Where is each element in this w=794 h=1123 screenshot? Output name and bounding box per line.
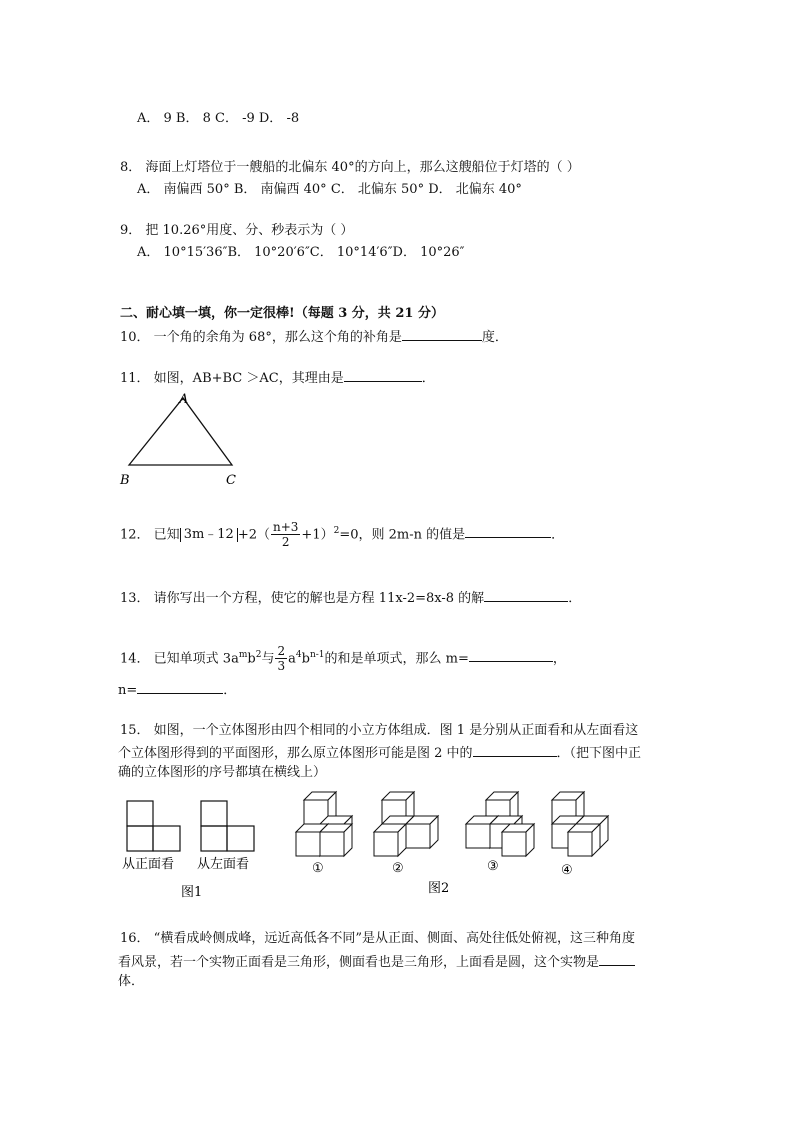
left-view-label: 从左面看	[197, 857, 250, 872]
q16-line2-a: 看风景，若一个实物正面看是三角形，侧面看也是三角形，上面看是圆，这个实物是	[118, 955, 600, 970]
q9-options: A． 10°15′36″B． 10°20′6″C． 10°14′6″D． 10°26″	[137, 245, 465, 260]
q14-fraction-denominator: 3	[277, 659, 286, 674]
solid-4-label: ④	[561, 863, 573, 878]
q10	[120, 327, 508, 347]
triangle-vertex-b: B	[120, 473, 130, 488]
q12-fraction	[271, 520, 300, 549]
q16-line1: 16． “横看成岭侧成峰，远近高低各不同”是从正面、侧面、高处往低处俯视，这三种角度	[120, 931, 635, 946]
q14-n-blank[interactable]	[137, 680, 223, 694]
q14	[120, 638, 566, 674]
q12-after-fraction: +1）	[301, 527, 334, 543]
q13	[120, 588, 581, 608]
front-view-label: 从正面看	[122, 857, 175, 872]
solid-1-label: ①	[312, 861, 324, 876]
q10-answer-blank[interactable]	[402, 327, 482, 341]
q12	[120, 514, 564, 550]
q15-line2-b: ．（把下图中正	[556, 746, 642, 761]
q11-text: 11． 如图，AB+BC ＞AC，其理由是	[120, 371, 344, 386]
q15-line2-a: 个立体图形得到的平面图形，那么原立体图形可能是图 2 中的	[118, 746, 473, 761]
q12-tail: =0，则 2m-n 的值是	[339, 527, 466, 543]
q13-answer-blank[interactable]	[484, 588, 568, 602]
q12-mid: +2（	[237, 527, 270, 543]
q14-prefix: 14． 已知单项式 3a	[120, 651, 239, 667]
solid-3-label: ③	[487, 859, 499, 874]
triangle-vertex-a: A	[179, 392, 189, 407]
front-view	[127, 801, 180, 851]
q16-answer-blank[interactable]	[599, 952, 635, 966]
q13-suffix: ．	[568, 591, 582, 606]
q14-exp-n: n-1	[309, 650, 325, 660]
q15-line3: 确的立体图形的序号都填在横线上）	[118, 765, 327, 780]
figure-1-label: 图1	[181, 885, 203, 900]
q14-a: a	[288, 651, 296, 667]
q14-with: 与	[261, 651, 275, 667]
figure-2-label: 图2	[428, 881, 450, 896]
q14-m-blank[interactable]	[469, 648, 553, 662]
solid-3	[466, 792, 534, 856]
q14-b: b	[247, 651, 256, 667]
q14-exp-m: m	[238, 650, 248, 660]
q10-text: 10． 一个角的余角为 68°，那么这个角的补角是	[120, 330, 402, 345]
q11-suffix: ．	[421, 371, 435, 386]
q16-line3: 体．	[118, 974, 145, 989]
figure-1-views	[118, 796, 278, 906]
q15-answer-blank[interactable]	[473, 743, 557, 757]
q12-fraction-numerator: n+3	[273, 520, 299, 535]
q14-exp-2: 2	[255, 650, 262, 660]
q15-line2	[118, 743, 641, 763]
q14-fraction-numerator: 2	[277, 644, 286, 659]
q16-line2	[118, 952, 635, 972]
q8-text: 8． 海面上灯塔位于一艘船的北偏东 40°的方向上，那么这艘船位于灯塔的（ ）	[120, 160, 580, 175]
q11-answer-blank[interactable]	[344, 368, 422, 382]
q14-exp-4: 4	[295, 650, 302, 660]
triangle-figure	[112, 390, 252, 490]
q12-answer-blank[interactable]	[465, 524, 551, 538]
solid-1	[296, 792, 352, 856]
q7-options: A． 9 B． 8 C． -9 D． -8	[137, 111, 300, 126]
q9-text: 9． 把 10.26°用度、分、秒表示为（ ）	[120, 223, 354, 238]
q14-suffix: ，	[552, 651, 566, 667]
q12-fraction-denominator: 2	[281, 535, 290, 550]
q14-tail: 的和是单项式，那么 m=	[324, 651, 469, 667]
q10-suffix: 度．	[481, 330, 508, 345]
q12-prefix: 12． 已知	[120, 527, 180, 543]
q11	[120, 368, 435, 388]
q13-text: 13． 请你写出一个方程，使它的解也是方程 11x-2=8x-8 的解	[120, 591, 485, 606]
figure-2-solids	[290, 788, 620, 898]
solid-2-label: ②	[392, 861, 404, 876]
q12-absolute-value: 3m﹣12	[180, 528, 238, 542]
left-view	[201, 801, 254, 851]
solid-4	[552, 792, 608, 856]
q12-suffix: ．	[551, 527, 565, 543]
q14-fraction	[275, 644, 287, 673]
triangle-vertex-c: C	[226, 473, 236, 488]
section-heading: 二、耐心填一填，你一定很棒!（每题 3 分，共 21 分）	[120, 306, 444, 321]
solid-2	[374, 792, 438, 856]
q15-line1: 15． 如图，一个立体图形由四个相同的小立方体组成．图 1 是分别从正面看和从左面看这	[120, 723, 639, 738]
triangle-shape	[129, 398, 232, 465]
q12-exponent: 2	[333, 526, 340, 536]
q8-options: A． 南偏西 50° B． 南偏西 40° C． 北偏东 50° D． 北偏东 40°	[137, 182, 522, 197]
q14-b2: b	[301, 651, 310, 667]
q14-n-prefix: n=	[118, 683, 138, 698]
q14-line2	[118, 680, 236, 700]
q14-n-suffix: ．	[223, 683, 237, 698]
